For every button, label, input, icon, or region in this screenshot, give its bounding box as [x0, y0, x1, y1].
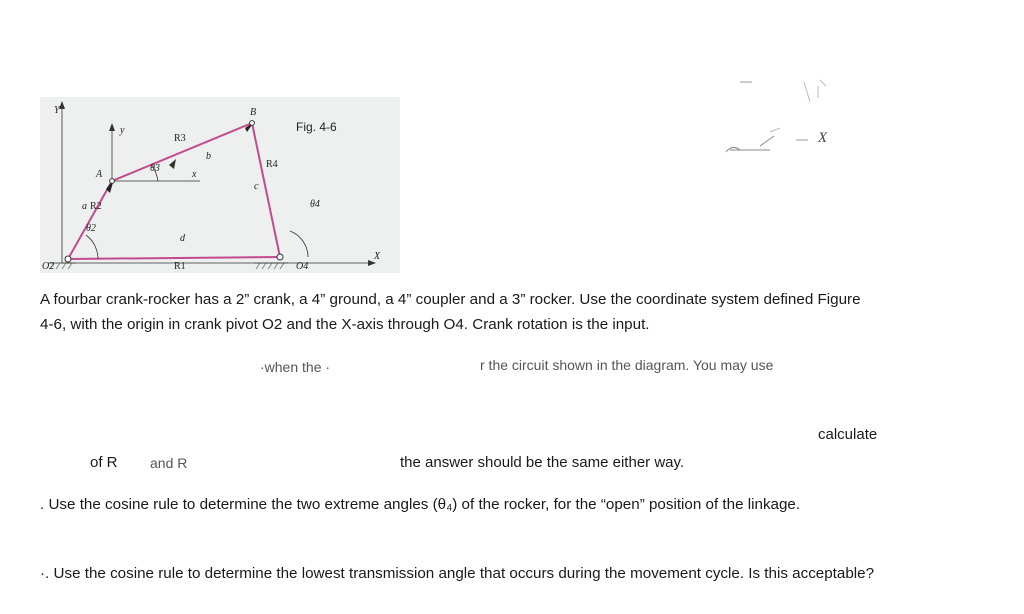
- label-theta2: θ2: [86, 223, 96, 234]
- ground-pivot-o4: [254, 263, 288, 269]
- sketch-drawing: [700, 72, 860, 182]
- obscured-fragment-5: and R: [150, 455, 188, 471]
- pivot-o4: [277, 254, 283, 260]
- label-O2: O2: [42, 261, 55, 272]
- figure-caption: Fig. 4-6: [296, 120, 337, 134]
- label-R3: R3: [174, 133, 186, 144]
- obscured-fragment-2: r the circuit shown in the diagram. You may use: [480, 357, 774, 373]
- joint-b: [250, 121, 255, 126]
- crank-link: [68, 181, 112, 259]
- label-b: b: [206, 151, 211, 162]
- label-c: c: [254, 181, 259, 192]
- coupler-link: [112, 123, 252, 181]
- label-R4: R4: [266, 159, 278, 170]
- joint-a: [110, 179, 115, 184]
- problem-statement: A fourbar crank-rocker has a 2” crank, a 4” ground, a 4” coupler and a 3” rocker. Use the coordinate system defined Figure 4-6, with the origin in crank pivot O2 and the X-axis through O4. Crank rotation is the input.: [40, 291, 861, 333]
- question-2-text: Use the cosine rule to determine the lowest transmission angle that occurs during the movement cycle. Is this acceptable?: [53, 565, 875, 582]
- label-Y: Y: [54, 105, 60, 116]
- obscured-fragment-3: calculate: [818, 426, 878, 443]
- label-R1: R1: [174, 261, 186, 272]
- question-2: [40, 561, 900, 586]
- local-y-arrow-icon: [109, 123, 115, 131]
- background-sketch: [700, 72, 860, 182]
- obscured-fragment-6: the answer should be the same either way.: [400, 454, 685, 471]
- label-theta4: θ4: [310, 199, 320, 210]
- sketch-axis-label: X: [818, 130, 828, 146]
- label-x: x: [192, 169, 197, 180]
- y-axis-arrow-icon: [59, 101, 65, 109]
- label-O4: O4: [296, 261, 309, 272]
- obscured-fragment-1: ·when the ·: [260, 359, 331, 375]
- label-d: d: [180, 233, 185, 244]
- label-R2: R2: [90, 201, 102, 212]
- theta3-arrow-icon: [169, 159, 176, 169]
- label-a: a: [82, 201, 87, 212]
- label-A: A: [96, 169, 103, 180]
- fourbar-diagram: [40, 97, 400, 273]
- label-theta3: θ3: [150, 163, 160, 174]
- theta2-arc: [86, 235, 98, 259]
- fourbar-figure: [40, 97, 400, 273]
- question-1: [40, 492, 900, 517]
- label-B: B: [250, 107, 257, 118]
- obscured-fragment-4: of R: [90, 454, 118, 471]
- question-1-marker: .: [40, 496, 45, 513]
- label-X: X: [374, 251, 381, 262]
- ground-link: [68, 257, 280, 259]
- pivot-o2: [65, 256, 71, 262]
- label-y: y: [120, 125, 125, 136]
- theta4-arc: [290, 231, 308, 257]
- question-1-text: Use the cosine rule to determine the two extreme angles (θ₄) of the rocker, for the “open” position of the linkage.: [48, 496, 801, 513]
- question-2-marker: ·.: [40, 565, 50, 582]
